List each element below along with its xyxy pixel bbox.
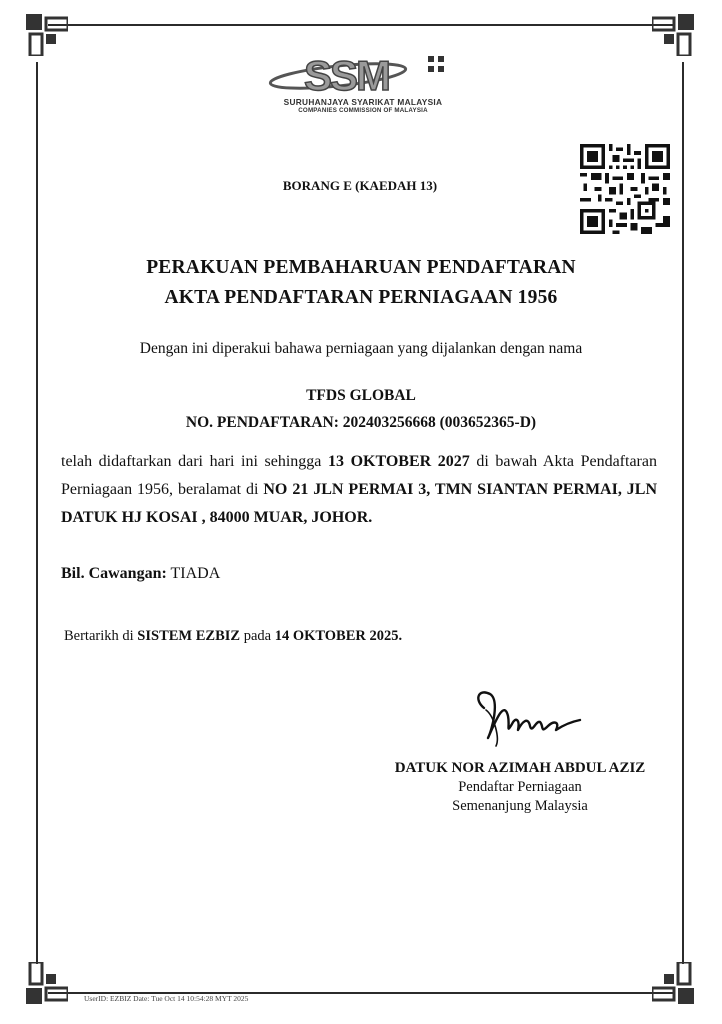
signatory-name: DATUK NOR AZIMAH ABDUL AZIZ: [394, 760, 646, 776]
act-title: AKTA PENDAFTARAN PERNIAGAAN 1956: [164, 287, 558, 308]
signatory-region: Semenanjung Malaysia: [452, 798, 588, 814]
svg-text:SSM: SSM: [304, 52, 390, 99]
statement-text-2: di bawah Akta Pendaftaran Perniagaan 1956, beralamat di: [61, 453, 657, 498]
corner-ornament-bottom-left: [26, 962, 68, 1004]
qr-code: [580, 144, 670, 234]
corner-ornament-top-left: [26, 14, 68, 56]
statement-text-1: telah didaftarkan dari hari ini sehingga: [61, 453, 328, 470]
dated-prefix: Bertarikh di: [64, 628, 138, 644]
branch-label: Bil. Cawangan:: [61, 565, 167, 582]
business-name: TFDS GLOBAL: [306, 387, 416, 404]
intro-text: Dengan ini diperakui bahawa perniagaan yang dijalankan dengan nama: [139, 340, 583, 357]
form-code: BORANG E (KAEDAH 13): [282, 178, 438, 193]
issue-statement: [64, 628, 402, 645]
issue-date: 14 OKTOBER 2025.: [274, 628, 403, 644]
border-right: [682, 62, 684, 964]
agency-name-malay: SURUHANJAYA SYARIKAT MALAYSIA: [283, 97, 443, 107]
expiry-date: 13 OKTOBER 2027: [328, 453, 470, 470]
business-address: NO 21 JLN PERMAI 3, TMN SIANTAN PERMAI, JLN DATUK HJ KOSAI , 84000 MUAR, JOHOR.: [61, 481, 658, 526]
corner-ornament-bottom-right: [652, 962, 694, 1004]
agency-name-english: COMPANIES COMMISSION OF MALAYSIA: [298, 107, 428, 114]
registration-number: NO. PENDAFTARAN: 202403256668 (003652365-D): [185, 414, 537, 431]
border-top: [48, 24, 674, 26]
signature-image: [470, 680, 590, 760]
signatory-title: Pendaftar Perniagaan: [458, 779, 582, 795]
branch-count: [61, 565, 220, 583]
certificate-title: PERAKUAN PEMBAHARUAN PENDAFTARAN: [146, 257, 576, 278]
border-left: [36, 62, 38, 964]
registration-statement: [61, 448, 657, 532]
dated-mid: pada: [240, 628, 275, 644]
corner-ornament-top-right: [652, 14, 694, 56]
issuing-system: SISTEM EZBIZ: [137, 628, 241, 644]
branch-value: TIADA: [166, 565, 221, 582]
print-metadata: UserID: EZBIZ Date: Tue Oct 14 10:54:28 MYT 2025: [84, 994, 249, 1003]
